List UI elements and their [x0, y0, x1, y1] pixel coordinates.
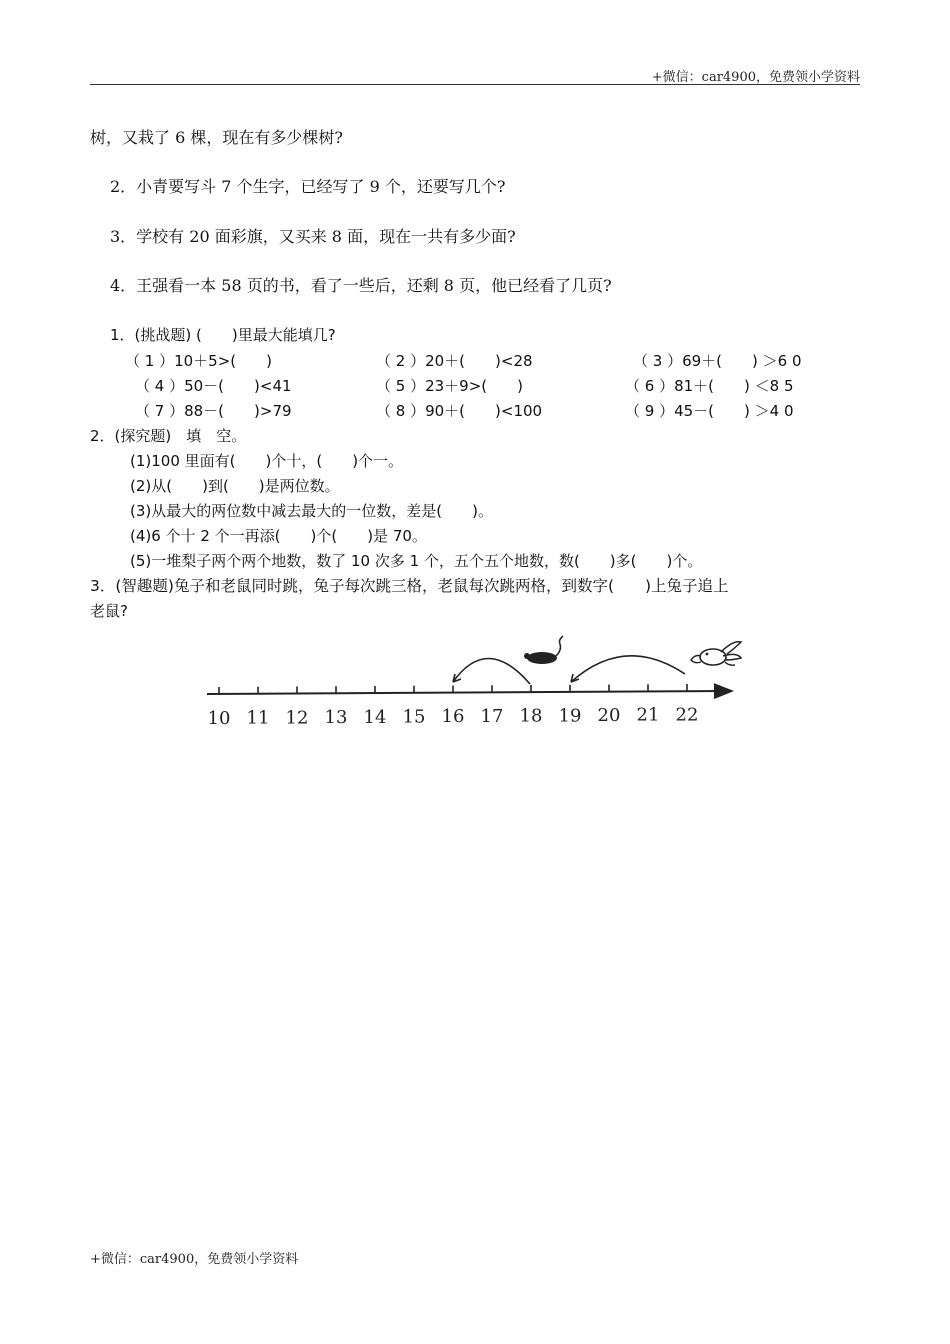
footer-text: +微信：car4900，免费领小学资料 — [90, 1252, 299, 1267]
challenge-item-7: （ 7 ）88－( )>79 — [135, 402, 292, 420]
word-problem-1-tail: 树，又栽了 6 棵，现在有多少棵树? — [90, 128, 343, 147]
fun-question-line-2: 老鼠? — [90, 602, 128, 620]
challenge-item-6: （ 6 ）81＋( ) ＜8 5 — [625, 377, 794, 395]
explore-item-2: (2)从( )到( )是两位数。 — [130, 477, 340, 495]
number-line-axis — [207, 691, 730, 694]
challenge-title: 1．(挑战题) ( )里最大能填几? — [110, 326, 336, 344]
word-problem-2: 2．小青要写斗 7 个生字，已经写了 9 个，还要写几个? — [110, 177, 506, 196]
explore-title: 2．(探究题) 填 空。 — [90, 427, 247, 445]
rabbit-jump-arc — [571, 656, 685, 682]
challenge-item-1: （ 1 ）10＋5>( ) — [125, 352, 272, 370]
number-line-label: 10 — [207, 708, 231, 729]
number-line-label: 11 — [246, 707, 270, 729]
number-line-label: 20 — [597, 705, 621, 726]
header-rule — [90, 84, 860, 85]
header-text: +微信：car4900，免费领小学资料 — [651, 70, 860, 85]
number-line-label: 14 — [363, 706, 387, 728]
challenge-item-2: （ 2 ）20＋( )<28 — [376, 352, 533, 370]
rabbit-icon — [691, 642, 741, 665]
number-line-label: 15 — [402, 706, 426, 728]
number-line-label: 12 — [285, 707, 309, 729]
number-line-label: 21 — [636, 704, 660, 726]
challenge-item-5: （ 5 ）23＋9>( ) — [376, 377, 523, 395]
challenge-item-9: （ 9 ）45－( ) ＞4 0 — [625, 402, 794, 420]
number-line-label: 16 — [441, 706, 465, 728]
word-problem-4: 4．王强看一本 58 页的书，看了一些后，还剩 8 页，他已经看了几页? — [110, 276, 612, 295]
challenge-item-4: （ 4 ）50－( )<41 — [135, 377, 292, 395]
challenge-item-8: （ 8 ）90＋( )<100 — [376, 402, 543, 420]
number-line-label: 18 — [519, 705, 543, 727]
number-line-label: 19 — [558, 705, 582, 727]
number-line-label: 22 — [675, 704, 699, 726]
number-line-labels — [208, 704, 699, 729]
explore-item-3: (3)从最大的两位数中减去最大的一位数，差是( )。 — [130, 502, 493, 520]
word-problem-3: 3．学校有 20 面彩旗，又买来 8 面，现在一共有多少面? — [110, 227, 516, 246]
mouse-icon — [524, 636, 563, 664]
number-line-label: 13 — [324, 707, 348, 729]
explore-item-5: (5)一堆梨子两个两个地数，数了 10 次多 1 个，五个五个地数，数( )多( )个。 — [130, 552, 703, 570]
fun-question-line-1: 3．(智趣题)兔子和老鼠同时跳，兔子每次跳三格，老鼠每次跳两格，到数字( )上兔子追上 — [90, 577, 729, 595]
explore-item-4: (4)6 个十 2 个一再添( )个( )是 70。 — [130, 527, 427, 545]
challenge-item-3: （ 3 ）69＋( ) ＞6 0 — [633, 352, 802, 370]
number-line-label: 17 — [480, 705, 504, 727]
number-line-figure — [195, 632, 755, 740]
mouse-jump-arc — [453, 658, 530, 684]
explore-item-1: (1)100 里面有( )个十，( )个一。 — [130, 452, 404, 470]
